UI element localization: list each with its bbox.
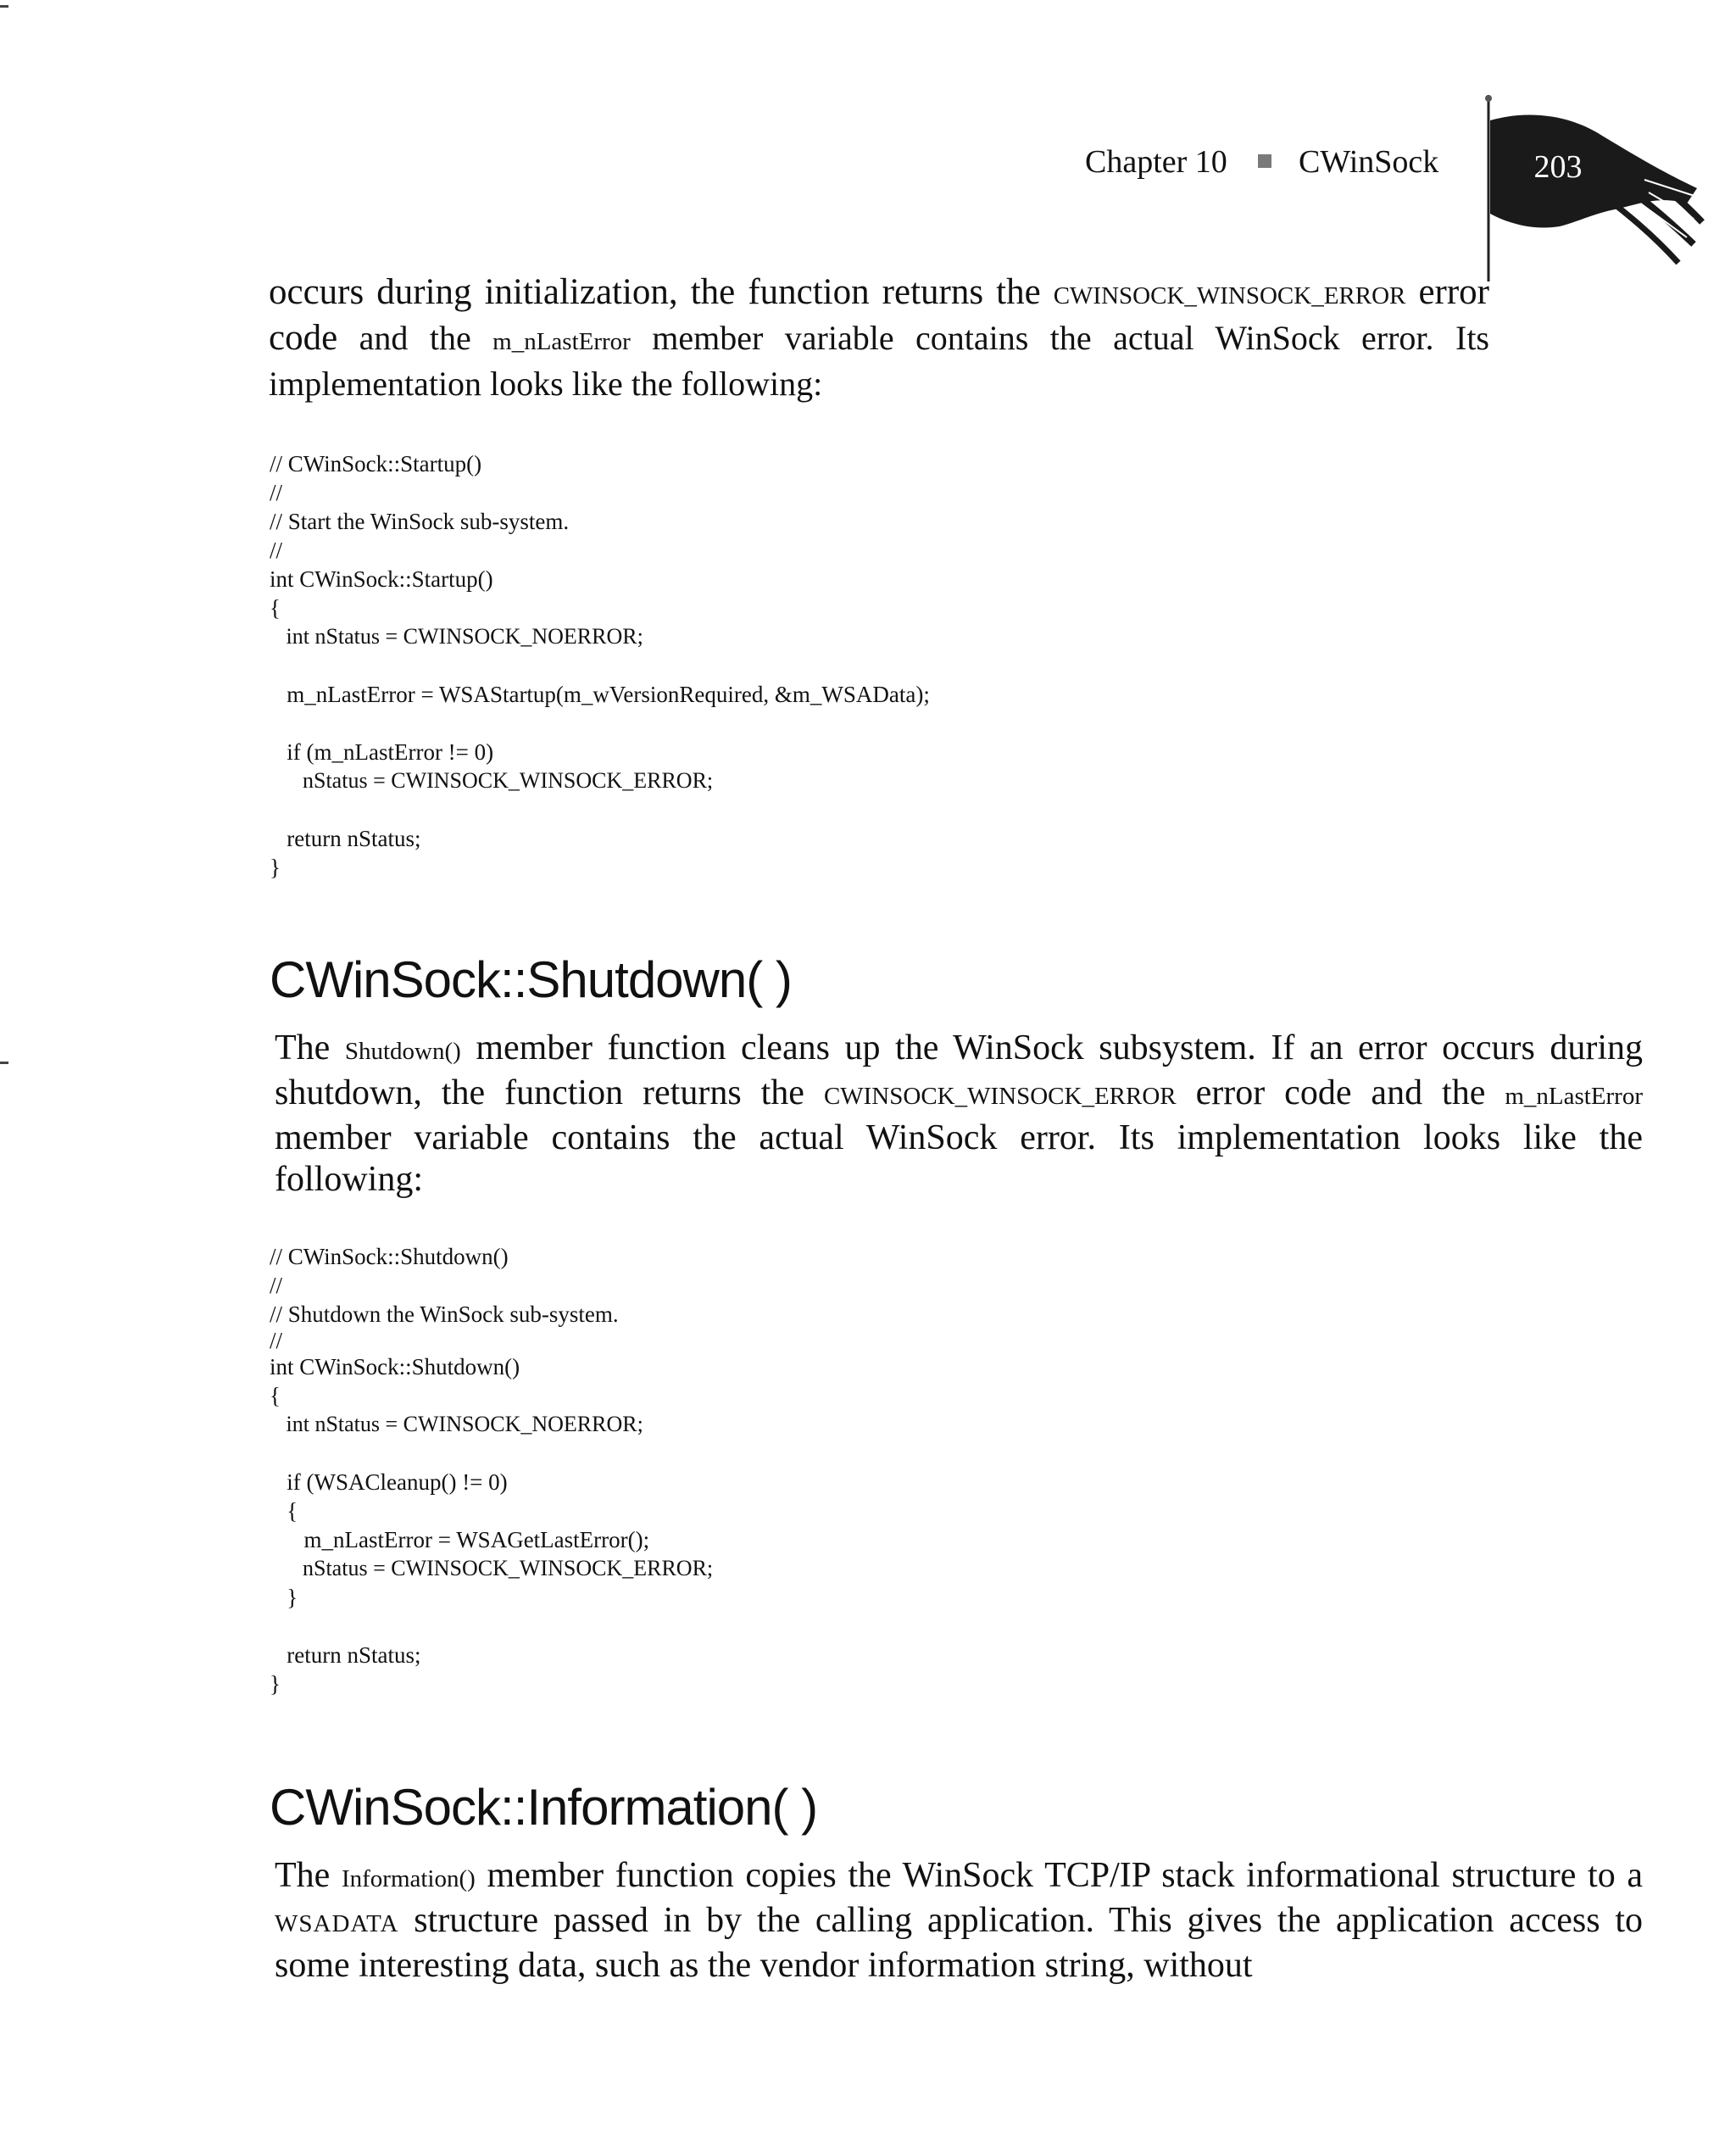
- shutdown-code-listing: [270, 1242, 713, 1698]
- section-heading-information: CWinSock::Information( ): [270, 1779, 818, 1836]
- code-line: [270, 651, 930, 680]
- page-number: 203: [1533, 149, 1583, 185]
- para3-code-function: Information(): [341, 1865, 476, 1892]
- para2-code-function: Shutdown(): [344, 1038, 461, 1065]
- code-line: }: [270, 855, 281, 880]
- code-line: // Shutdown the WinSock sub-system.: [270, 1301, 619, 1327]
- para2-text-4: member variable contains the actual WinSock error. Its implementation looks like the following:: [275, 1118, 1643, 1199]
- code-line: if (m_nLastError != 0): [270, 739, 494, 765]
- code-line: //: [270, 480, 283, 505]
- para2-text-2: member function cleans up the WinSock subsystem. If an error occurs during shutdown, the function returns the: [275, 1028, 1643, 1112]
- startup-code-listing: [270, 449, 930, 882]
- code-line: m_nLastError = WSAStartup(m_wVersionRequired, &m_WSAData);: [270, 682, 930, 707]
- para1-code-variable: m_nLastError: [492, 328, 631, 355]
- code-line: [270, 795, 930, 824]
- para2-code-variable: m_nLastError: [1505, 1083, 1643, 1110]
- code-line: int nStatus = CWINSOCK_NOERROR;: [270, 624, 643, 649]
- section-label: CWinSock: [1299, 144, 1439, 180]
- code-line: nStatus = CWINSOCK_WINSOCK_ERROR;: [270, 768, 714, 793]
- page-edge-mark-middle: [0, 1062, 8, 1064]
- page-header: [0, 0, 1736, 254]
- code-line: // CWinSock::Shutdown(): [270, 1244, 509, 1269]
- para1-text-4: member variable contains the actual WinSock error. Its implementation looks like the following:: [269, 319, 1490, 403]
- code-line: return nStatus;: [270, 826, 421, 851]
- code-line: int CWinSock::Shutdown(): [270, 1354, 520, 1379]
- code-line: nStatus = CWINSOCK_WINSOCK_ERROR;: [270, 1556, 714, 1580]
- code-line: int CWinSock::Startup(): [270, 566, 493, 592]
- para3-code-struct: WSADATA: [275, 1910, 399, 1937]
- code-line: }: [270, 1671, 281, 1697]
- code-line: //: [270, 1273, 283, 1298]
- para1-text-3: and the: [337, 319, 493, 357]
- square-bullet-icon: [1258, 154, 1271, 168]
- information-paragraph: [275, 1855, 1643, 1987]
- code-line: {: [270, 595, 281, 621]
- para3-text-3: structure passed in by the calling application. This gives the application access to some interesting data, such as the vendor information string, without: [275, 1901, 1643, 1985]
- intro-paragraph: [269, 271, 1489, 404]
- code-line: m_nLastError = WSAGetLastError();: [270, 1527, 650, 1552]
- code-line: //: [270, 1328, 283, 1353]
- para2-text-3: error code and the: [1176, 1073, 1505, 1112]
- code-line: }: [270, 1585, 298, 1610]
- code-line: // CWinSock::Startup(): [270, 451, 482, 477]
- section-heading-shutdown: CWinSock::Shutdown( ): [270, 951, 792, 1008]
- para3-text-2: member function copies the WinSock TCP/IP stack informational structure to a: [475, 1856, 1644, 1895]
- code-line: [270, 709, 930, 738]
- flag-icon: [1475, 95, 1712, 290]
- code-line: // Start the WinSock sub-system.: [270, 509, 570, 534]
- para2-text-1: The: [275, 1028, 345, 1067]
- para1-text-2: error code: [269, 272, 1490, 358]
- code-line: {: [270, 1498, 298, 1524]
- para3-text-1: The: [275, 1856, 342, 1895]
- code-line: [270, 1439, 713, 1468]
- chapter-label: Chapter 10: [1085, 144, 1227, 180]
- code-line: //: [270, 538, 283, 563]
- para2-code-constant: CWINSOCK_WINSOCK_ERROR: [823, 1083, 1177, 1110]
- shutdown-paragraph: [275, 1028, 1643, 1201]
- code-line: {: [270, 1383, 281, 1408]
- para1-code-constant: CWINSOCK_WINSOCK_ERROR: [1053, 282, 1406, 309]
- code-line: if (WSACleanup() != 0): [270, 1469, 508, 1495]
- para1-text-1: occurs during initialization, the function returns the: [269, 272, 1054, 312]
- code-line: return nStatus;: [270, 1642, 421, 1668]
- code-line: [270, 1612, 713, 1641]
- code-line: int nStatus = CWINSOCK_NOERROR;: [270, 1412, 643, 1436]
